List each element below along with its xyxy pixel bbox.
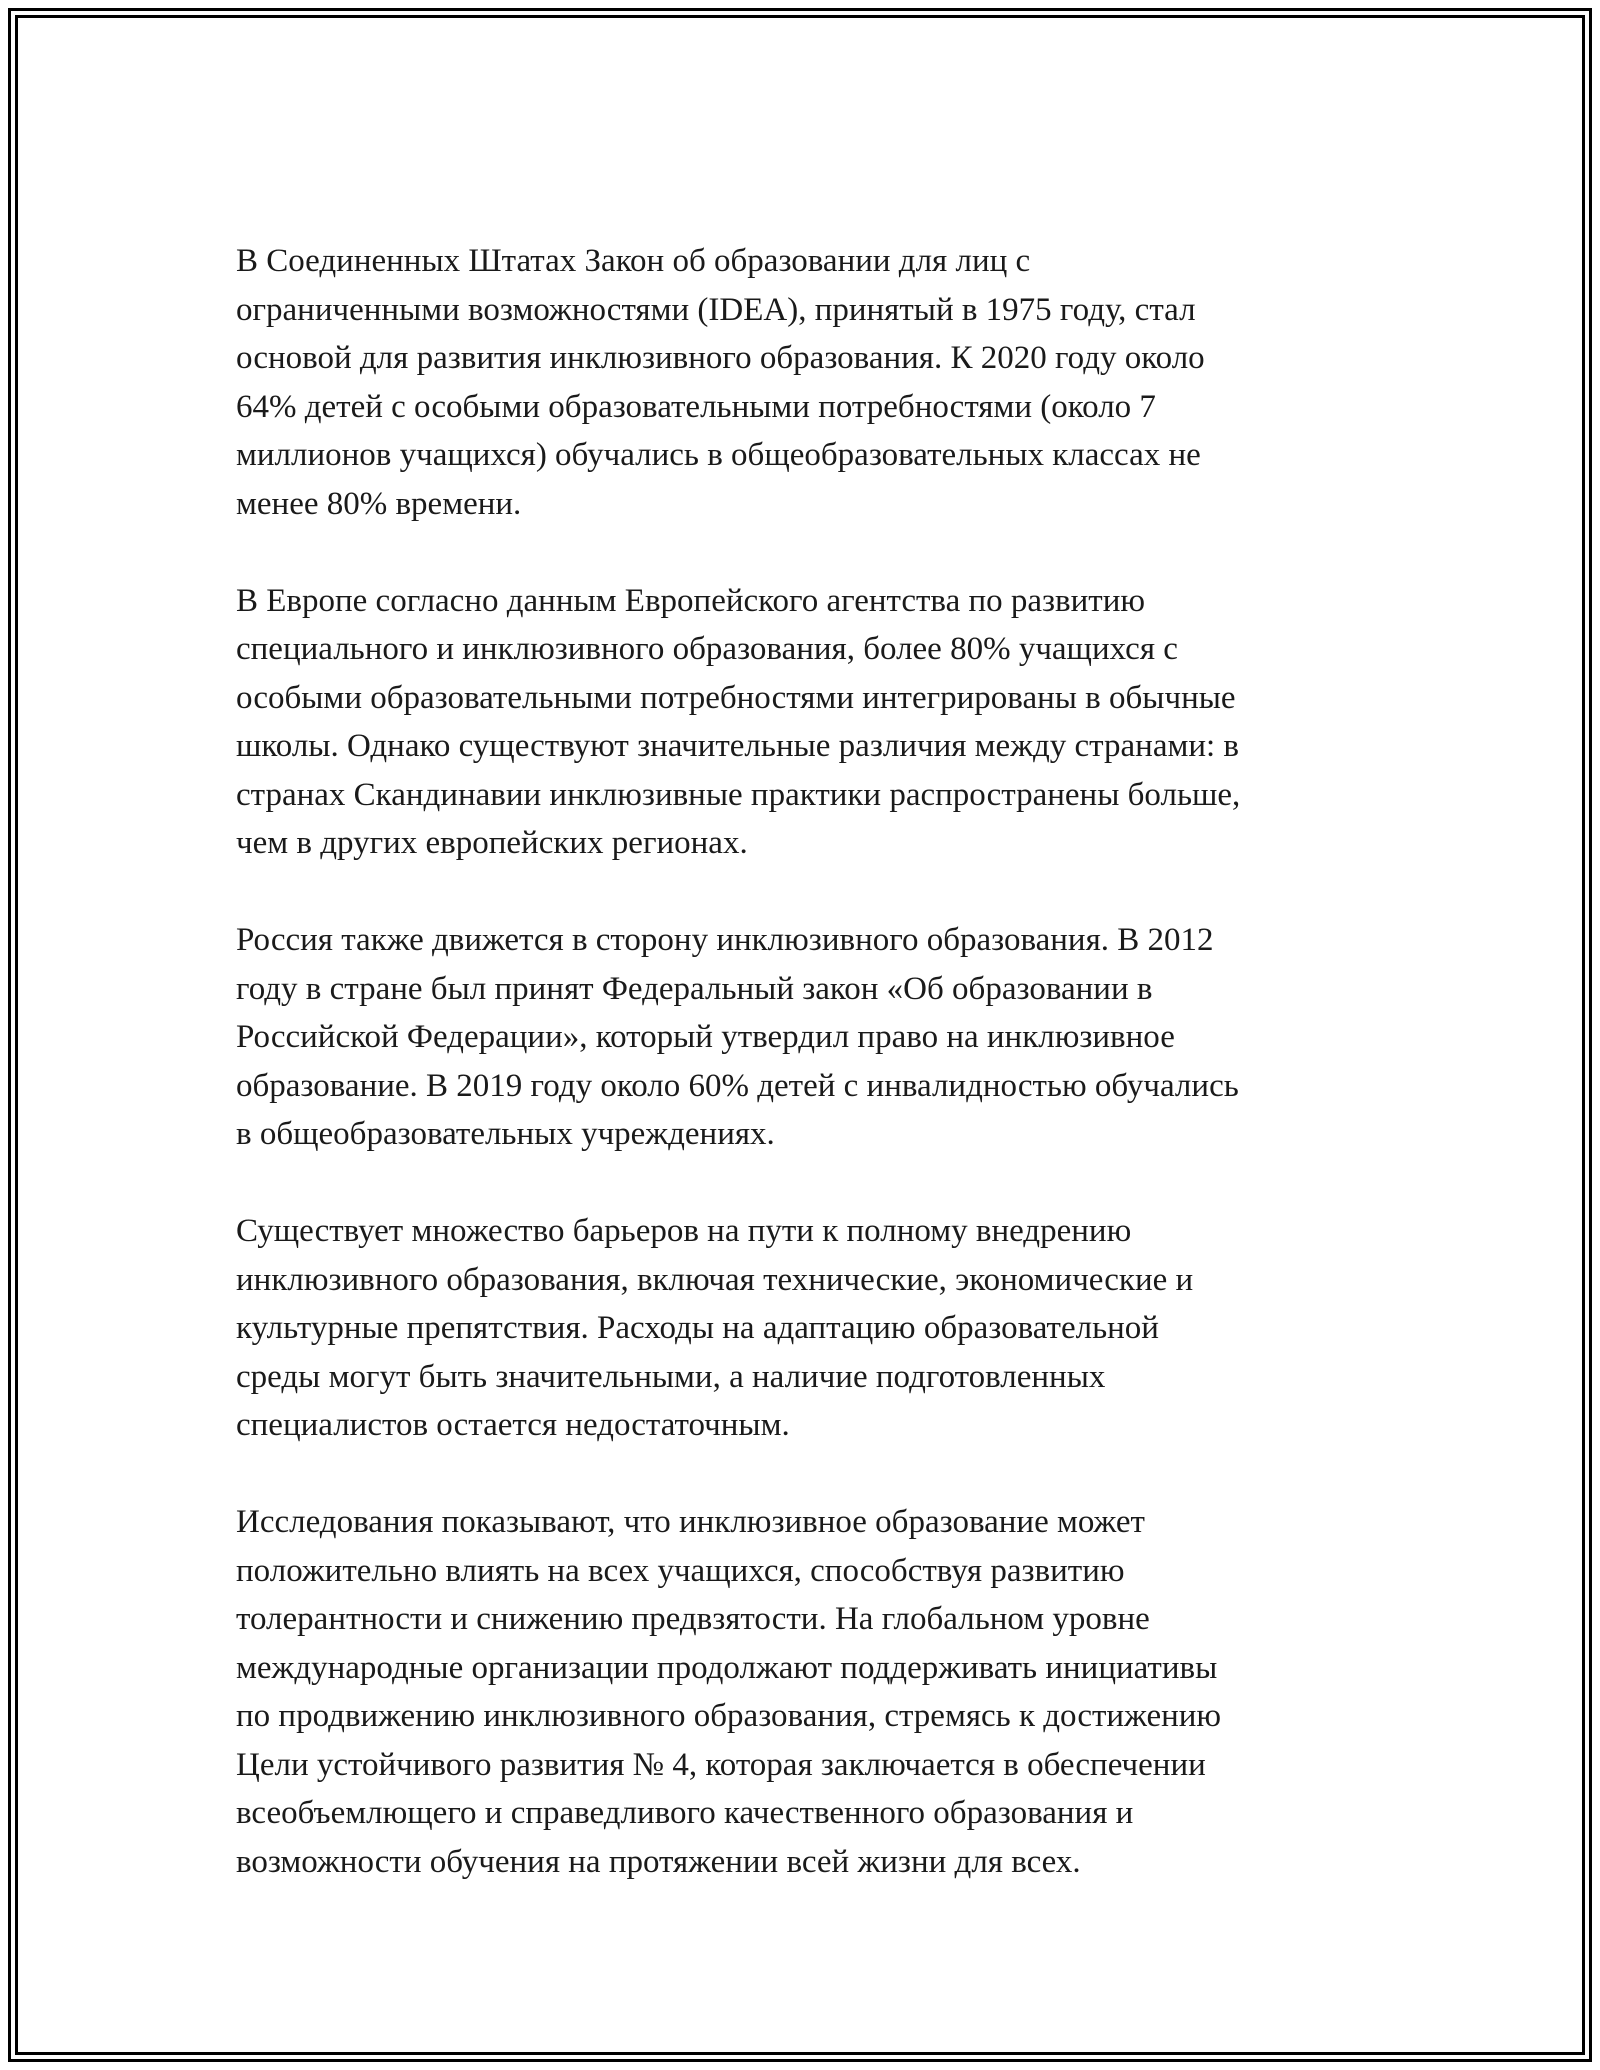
text-line: специального и инклюзивного образования, более 80% учащихся с [236,631,1178,667]
document-body [236,237,1386,1886]
text-line: в общеобразовательных учреждениях. [236,1116,775,1152]
paragraph-russia [236,916,1386,1159]
text-line: Существует множество барьеров на пути к полному внедрению [236,1213,1132,1249]
text-line: Россия также движется в сторону инклюзивного образования. В 2012 [236,922,1214,958]
text-line: ограниченными возможностями (IDEA), принятый в 1975 году, стал [236,291,1196,328]
text-line: Российской Федерации», который утвердил право на инклюзивное [236,1019,1175,1055]
text-line: по продвижению инклюзивного образования, стремясь к достижению [236,1698,1222,1734]
text-line: возможности обучения на протяжении всей жизни для всех. [236,1843,1081,1880]
text-line: чем в других европейских регионах. [236,825,748,861]
text-line: В Соединенных Штатах Закон об образовании для лиц с [236,243,1031,279]
paragraph-europe [236,577,1386,868]
text-line: миллионов учащихся) обучались в общеобразовательных классах не [236,437,1201,473]
text-line: положительно влиять на всех учащихся, способствуя развитию [236,1552,1125,1589]
paragraph-research [236,1498,1386,1886]
paragraph-usa [236,237,1386,528]
paragraph-barriers [236,1207,1386,1450]
text-line: 64% детей с особыми образовательными потребностями (около 7 [236,388,1156,425]
text-line: менее 80% времени. [236,485,522,522]
text-line: школы. Однако существуют значительные различия между странами: в [236,728,1240,764]
text-line: основой для развития инклюзивного образования. К 2020 году около [236,340,1205,376]
text-line: инклюзивного образования, включая технические, экономические и [236,1261,1194,1298]
text-line: странах Скандинавии инклюзивные практики распространены больше, [236,776,1241,813]
text-line: среды могут быть значительными, а наличие подготовленных [236,1358,1106,1395]
text-line: образование. В 2019 году около 60% детей с инвалидностью обучались [236,1067,1239,1104]
text-line: специалистов остается недостаточным. [236,1407,790,1443]
text-line: всеобъемлющего и справедливого качественного образования и [236,1795,1134,1831]
text-line: году в стране был принят Федеральный закон «Об образовании в [236,970,1153,1007]
text-line: толерантности и снижению предвзятости. На глобальном уровне [236,1601,1150,1637]
text-line: Цели устойчивого развития № 4, которая заключается в обеспечении [236,1746,1206,1783]
text-line: особыми образовательными потребностями интегрированы в обычные [236,679,1236,716]
text-line: В Европе согласно данным Европейского агентства по развитию [236,582,1146,619]
text-line: культурные препятствия. Расходы на адаптацию образовательной [236,1310,1159,1346]
text-line: международные организации продолжают поддерживать инициативы [236,1649,1218,1686]
text-line: Исследования показывают, что инклюзивное образование может [236,1504,1145,1540]
